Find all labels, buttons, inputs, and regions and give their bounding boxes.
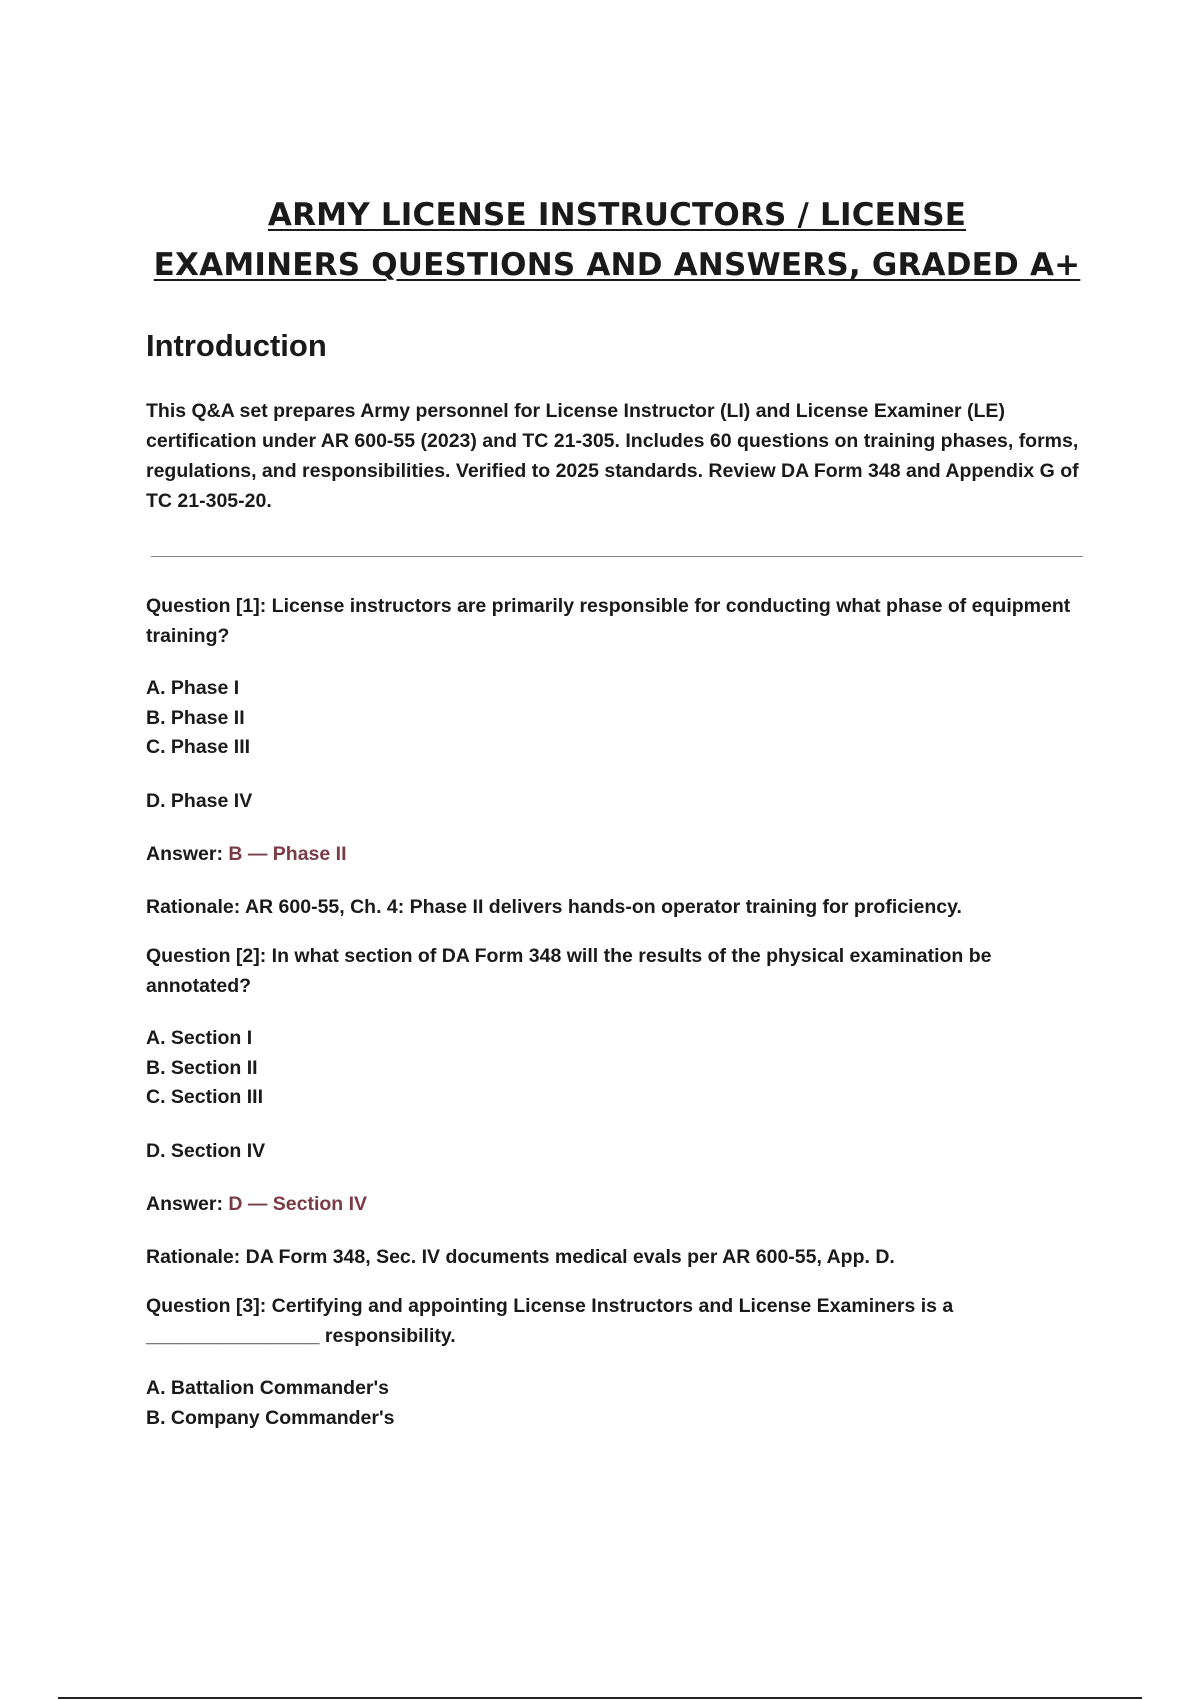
page-bottom-rule bbox=[58, 1697, 1142, 1699]
question-text: Question [2]: In what section of DA Form 348 will the results of the physical examination be annotated? bbox=[146, 945, 992, 997]
question-block-3 bbox=[146, 1291, 1088, 1433]
question-text: Question [3]: Certifying and appointing License Instructors and License Examiners is a ________________ responsibility. bbox=[146, 1295, 954, 1347]
option-c: C. Phase III bbox=[146, 736, 251, 758]
option-b: B. Section II bbox=[146, 1056, 258, 1079]
option-b: B. Phase II bbox=[146, 706, 245, 729]
answer-label: Answer: bbox=[146, 1193, 223, 1215]
option-list bbox=[146, 1374, 1088, 1433]
answer-value: D — Section IV bbox=[228, 1193, 368, 1215]
introduction-text: This Q&A set prepares Army personnel for License Instructor (LI) and License Examiner (LE) certification under AR 600-55 (2023) and TC 21-305. Includes 60 questions on training phases, forms, regulations, and responsibilities. Verified to 2025 standards. Review DA Form 348 and Appendix G of TC 21-305-20. bbox=[146, 400, 1079, 512]
answer-value: B — Phase II bbox=[228, 843, 347, 865]
section-divider bbox=[151, 556, 1083, 557]
answer-line bbox=[146, 1189, 1088, 1219]
option-a: A. Battalion Commander's bbox=[146, 1377, 390, 1399]
document-title bbox=[146, 190, 1088, 290]
question-block-2 bbox=[146, 941, 1088, 1272]
option-c: C. Section III bbox=[146, 1086, 264, 1108]
option-d: D. Section IV bbox=[146, 1139, 266, 1162]
option-a: A. Section I bbox=[146, 1027, 253, 1049]
title-line-1: ARMY LICENSE INSTRUCTORS / LICENSE bbox=[267, 197, 967, 233]
option-list bbox=[146, 1024, 1088, 1166]
option-b: B. Company Commander's bbox=[146, 1406, 395, 1429]
answer-line bbox=[146, 839, 1088, 869]
option-list bbox=[146, 674, 1088, 816]
question-text: Question [1]: License instructors are primarily responsible for conducting what phase of equipment training? bbox=[146, 595, 1071, 647]
rationale-text: Rationale: DA Form 348, Sec. IV documents medical evals per AR 600-55, App. D. bbox=[146, 1246, 895, 1268]
introduction-heading: Introduction bbox=[146, 328, 327, 363]
rationale-text: Rationale: AR 600-55, Ch. 4: Phase II delivers hands-on operator training for proficiency. bbox=[146, 896, 962, 918]
question-block-1 bbox=[146, 591, 1088, 922]
document-page bbox=[146, 190, 1088, 1433]
answer-label: Answer: bbox=[146, 843, 223, 865]
option-a: A. Phase I bbox=[146, 677, 240, 699]
title-line-2: EXAMINERS QUESTIONS AND ANSWERS, GRADED A+ bbox=[153, 247, 1081, 283]
option-d: D. Phase IV bbox=[146, 789, 253, 812]
